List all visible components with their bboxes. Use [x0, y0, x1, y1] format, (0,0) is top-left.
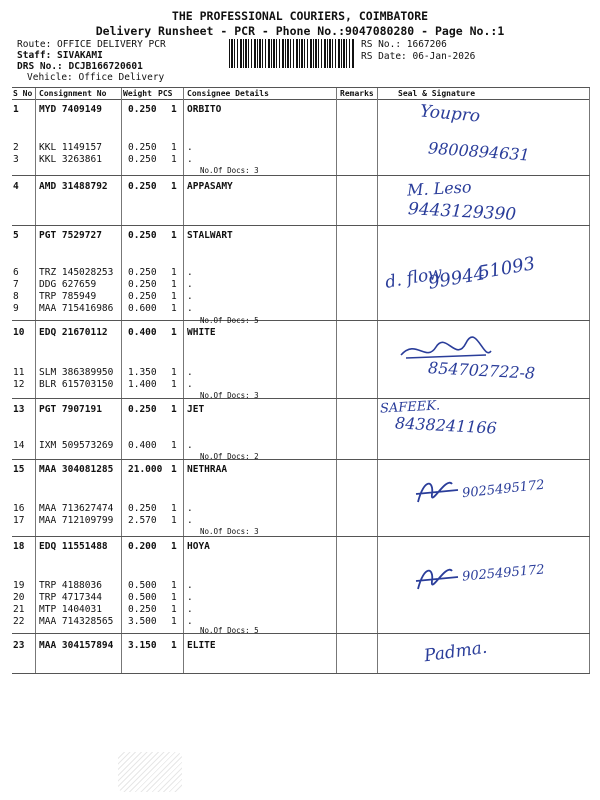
weight-cell: 2.570: [128, 515, 157, 526]
weight-cell: 0.500: [128, 592, 157, 603]
pcs-cell: 1: [171, 604, 177, 615]
consignment-number: MAA 304157894: [39, 640, 114, 651]
consignee-name: .: [187, 379, 193, 390]
docs-count: No.Of Docs: 3: [200, 527, 259, 536]
pcs-cell: 1: [171, 230, 177, 241]
group-divider: [12, 225, 590, 226]
pcs-cell: 1: [171, 154, 177, 165]
pcs-cell: 1: [171, 267, 177, 278]
consignee-name: .: [187, 291, 193, 302]
consignee-name: .: [187, 604, 193, 615]
runsheet-subtitle: Delivery Runsheet - PCR - Phone No.:9047080280 - Page No.:1: [95, 24, 505, 38]
column-header-weight: Weight: [123, 89, 152, 98]
weight-cell: 0.600: [128, 303, 157, 314]
signature-phone: 99944: [426, 263, 487, 294]
sno-cell: 4: [13, 181, 19, 192]
group-divider: [12, 320, 590, 321]
sno-cell: 23: [13, 640, 25, 651]
consignment-number: PGT 7907191: [39, 404, 102, 415]
signature-phone: 9025495172: [461, 477, 546, 502]
group-divider: [12, 536, 590, 537]
weight-cell: 0.200: [128, 541, 157, 552]
sno-cell: 2: [13, 142, 19, 153]
consignment-number: AMD 31488792: [39, 181, 108, 192]
column-header-pcs: PCS: [158, 89, 173, 98]
pcs-cell: 1: [171, 142, 177, 153]
consignment-number: TRP 785949: [39, 291, 97, 302]
sno-cell: 1: [13, 104, 19, 115]
consignee-name: ORBITO: [187, 104, 222, 115]
pcs-cell: 1: [171, 181, 177, 192]
group-divider: [12, 398, 590, 399]
pcs-cell: 1: [171, 303, 177, 314]
signature-phone: 8438241166: [394, 413, 498, 438]
consignee-name: .: [187, 592, 193, 603]
consignment-number: EDQ 11551488: [39, 541, 108, 552]
consignment-number: PGT 7529727: [39, 230, 102, 241]
consignment-number: TRP 4717344: [39, 592, 102, 603]
consignee-name: NETHRAA: [187, 464, 228, 475]
scan-smudge: [118, 752, 182, 792]
company-title: THE PROFESSIONAL COURIERS, COIMBATORE: [171, 9, 429, 23]
consignee-name: .: [187, 154, 193, 165]
signature-scribble: [412, 474, 462, 508]
sno-cell: 18: [13, 541, 25, 552]
signature-phone: 51093: [476, 253, 537, 284]
group-divider: [12, 175, 590, 176]
sno-cell: 8: [13, 291, 19, 302]
consignment-number: DDG 627659: [39, 279, 97, 290]
drs-number: DRS No.: DCJB166720601: [17, 61, 143, 72]
pcs-cell: 1: [171, 327, 177, 338]
sno-cell: 12: [13, 379, 25, 390]
pcs-cell: 1: [171, 367, 177, 378]
weight-cell: 0.250: [128, 104, 157, 115]
signature: SAFEEK.: [379, 398, 441, 417]
consignment-number: MTP 1404031: [39, 604, 102, 615]
consignee-name: .: [187, 440, 193, 451]
consignee-name: .: [187, 267, 193, 278]
table-header-border: [12, 99, 590, 100]
signature: d. flow: [383, 263, 445, 293]
consignment-number: MAA 714328565: [39, 616, 114, 627]
consignment-number: KKL 1149157: [39, 142, 102, 153]
weight-cell: 0.400: [128, 327, 157, 338]
column-header-sno: S No: [13, 89, 33, 98]
weight-cell: 1.350: [128, 367, 157, 378]
weight-cell: 0.250: [128, 604, 157, 615]
sno-cell: 11: [13, 367, 25, 378]
signature-phone: 854702722-8: [427, 358, 536, 383]
consignee-name: WHITE: [187, 327, 216, 338]
sno-cell: 17: [13, 515, 25, 526]
consignee-name: .: [187, 616, 193, 627]
signature: M. Leso: [406, 177, 472, 200]
consignment-number: MAA 304081285: [39, 464, 114, 475]
sno-cell: 22: [13, 616, 25, 627]
consignee-name: STALWART: [187, 230, 233, 241]
route-label: Route: OFFICE DELIVERY PCR: [17, 39, 166, 50]
consignee-name: APPASAMY: [187, 181, 233, 192]
sno-cell: 20: [13, 592, 25, 603]
group-divider: [12, 633, 590, 634]
consignee-name: JET: [187, 404, 205, 415]
sno-cell: 16: [13, 503, 25, 514]
consignee-name: .: [187, 580, 193, 591]
consignment-number: MAA 712109799: [39, 515, 114, 526]
weight-cell: 0.250: [128, 291, 157, 302]
pcs-cell: 1: [171, 379, 177, 390]
sno-cell: 21: [13, 604, 25, 615]
sno-cell: 3: [13, 154, 19, 165]
sno-cell: 19: [13, 580, 25, 591]
pcs-cell: 1: [171, 279, 177, 290]
consignee-name: .: [187, 279, 193, 290]
docs-count: No.Of Docs: 5: [200, 316, 259, 325]
vehicle-label: Vehicle: Office Delivery: [27, 72, 165, 83]
consignee-name: ELITE: [187, 640, 216, 651]
consignee-name: HOYA: [187, 541, 210, 552]
consignment-number: MYD 7409149: [39, 104, 102, 115]
pcs-cell: 1: [171, 440, 177, 451]
sno-cell: 10: [13, 327, 25, 338]
docs-count: No.Of Docs: 3: [200, 391, 259, 400]
docs-count: No.Of Docs: 2: [200, 452, 259, 461]
pcs-cell: 1: [171, 580, 177, 591]
weight-cell: 0.500: [128, 580, 157, 591]
column-header-seal: Seal & Signature: [398, 89, 476, 98]
column-header-consignee: Consignee Details: [187, 89, 269, 98]
docs-count: No.Of Docs: 3: [200, 166, 259, 175]
barcode: [229, 39, 355, 68]
group-divider: [12, 459, 590, 460]
table-top-border: [12, 87, 590, 88]
pcs-cell: 1: [171, 404, 177, 415]
sno-cell: 5: [13, 230, 19, 241]
weight-cell: 21.000: [128, 464, 163, 475]
pcs-cell: 1: [171, 616, 177, 627]
signature-scribble: [412, 561, 462, 595]
column-header-remarks: Remarks: [340, 89, 374, 98]
consignment-number: KKL 3263861: [39, 154, 102, 165]
consignment-number: MAA 713627474: [39, 503, 114, 514]
weight-cell: 0.250: [128, 503, 157, 514]
sno-cell: 13: [13, 404, 25, 415]
sno-cell: 15: [13, 464, 25, 475]
pcs-cell: 1: [171, 503, 177, 514]
signature-phone: 9443129390: [407, 199, 517, 225]
signature: Youpro: [419, 101, 481, 127]
signature-phone: 9025495172: [461, 562, 546, 585]
consignment-number: TRP 4188036: [39, 580, 102, 591]
pcs-cell: 1: [171, 592, 177, 603]
consignee-name: .: [187, 303, 193, 314]
table-bottom-border: [12, 673, 590, 674]
weight-cell: 3.500: [128, 616, 157, 627]
consignee-name: .: [187, 142, 193, 153]
pcs-cell: 1: [171, 104, 177, 115]
consignee-name: .: [187, 367, 193, 378]
consignment-number: EDQ 21670112: [39, 327, 108, 338]
pcs-cell: 1: [171, 464, 177, 475]
rs-number: RS No.: 1667206: [361, 39, 447, 50]
staff-label: Staff: SIVAKAMI: [17, 50, 103, 61]
weight-cell: 0.250: [128, 279, 157, 290]
signature-phone: 9800894631: [427, 138, 531, 165]
weight-cell: 0.250: [128, 230, 157, 241]
sno-cell: 6: [13, 267, 19, 278]
weight-cell: 0.250: [128, 404, 157, 415]
consignment-number: IXM 509573269: [39, 440, 114, 451]
sno-cell: 14: [13, 440, 25, 451]
consignee-name: .: [187, 515, 193, 526]
weight-cell: 0.250: [128, 181, 157, 192]
pcs-cell: 1: [171, 541, 177, 552]
pcs-cell: 1: [171, 291, 177, 302]
signature: Padma.: [422, 637, 489, 667]
weight-cell: 0.250: [128, 142, 157, 153]
sno-cell: 9: [13, 303, 19, 314]
consignment-number: SLM 386389950: [39, 367, 114, 378]
column-header-consignment: Consignment No: [39, 89, 107, 98]
consignment-number: MAA 715416986: [39, 303, 114, 314]
consignment-number: BLR 615703150: [39, 379, 114, 390]
weight-cell: 0.250: [128, 154, 157, 165]
weight-cell: 0.250: [128, 267, 157, 278]
sno-cell: 7: [13, 279, 19, 290]
weight-cell: 0.400: [128, 440, 157, 451]
weight-cell: 3.150: [128, 640, 157, 651]
pcs-cell: 1: [171, 515, 177, 526]
rs-date: RS Date: 06-Jan-2026: [361, 51, 476, 62]
weight-cell: 1.400: [128, 379, 157, 390]
consignment-number: TRZ 145028253: [39, 267, 114, 278]
pcs-cell: 1: [171, 640, 177, 651]
consignee-name: .: [187, 503, 193, 514]
docs-count: No.Of Docs: 5: [200, 626, 259, 635]
